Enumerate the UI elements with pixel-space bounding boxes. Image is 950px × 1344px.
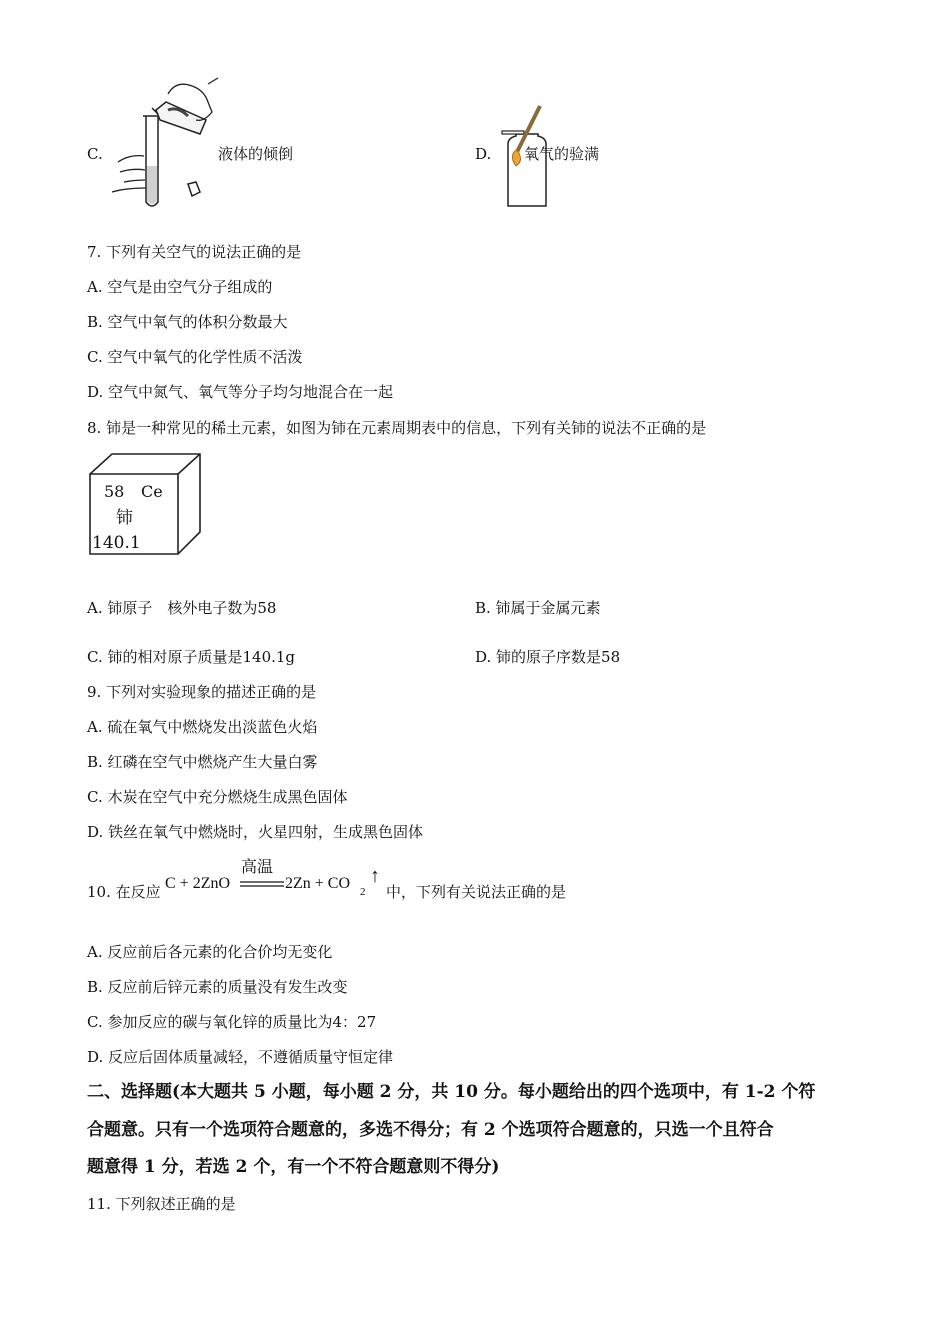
q10-option-c: C. 参加反应的碳与氧化锌的质量比为4：27 [87, 1013, 377, 1031]
equation-equals-sign [240, 881, 284, 887]
q6-d-label: D. [475, 145, 492, 163]
equation-subscript: 2 [360, 886, 366, 898]
q10-option-d: D. 反应后固体质量减轻，不遵循质量守恒定律 [87, 1048, 394, 1066]
q7-option-d: D. 空气中氮气、氧气等分子均匀地混合在一起 [87, 383, 394, 401]
q7-stem: 7. 下列有关空气的说法正确的是 [87, 243, 302, 261]
q6-c-label: C. [87, 145, 103, 163]
q8-option-b: B. 铈属于金属元素 [475, 599, 601, 617]
q8-stem: 8. 铈是一种常见的稀土元素，如图为铈在元素周期表中的信息，下列有关铈的说法不正确的是 [87, 419, 707, 437]
q9-stem: 9. 下列对实验现象的描述正确的是 [87, 683, 317, 701]
element-atomic-number: 58 [104, 482, 125, 501]
q6-c-caption: 液体的倾倒 [218, 145, 294, 163]
q8-option-d: D. 铈的原子序数是58 [475, 648, 621, 666]
q8-option-c: C. 铈的相对原子质量是140.1g [87, 648, 296, 666]
section2-line-1: 二、选择题(本大题共 5 小题，每小题 2 分，共 10 分。每小题给出的四个选项中，有 1-2 个符 [87, 1082, 816, 1102]
equation-left: C + 2ZnO [165, 875, 231, 892]
q9-option-c: C. 木炭在空气中充分燃烧生成黑色固体 [87, 788, 348, 806]
gas-arrow-icon: ↑ [370, 865, 380, 887]
q7-option-a: A. 空气是由空气分子组成的 [87, 278, 273, 296]
q11-stem: 11. 下列叙述正确的是 [87, 1195, 236, 1213]
q10-stem-prefix: 10. 在反应 [87, 883, 161, 901]
element-name: 铈 [116, 508, 133, 528]
q7-option-b: B. 空气中氧气的体积分数最大 [87, 313, 288, 331]
q6-d-caption: 氧气的验满 [524, 145, 600, 163]
section2-line-2: 合题意。只有一个选项符合题意的，多选不得分；有 2 个选项符合题意的，只选一个且符合 [87, 1120, 774, 1140]
liquid-pouring-illustration [108, 76, 220, 212]
element-symbol: Ce [141, 482, 163, 501]
q9-option-b: B. 红磷在空气中燃烧产生大量白雾 [87, 753, 318, 771]
q9-option-a: A. 硫在氧气中燃烧发出淡蓝色火焰 [87, 718, 318, 736]
section2-line-3: 题意得 1 分，若选 2 个，有一个不符合题意则不得分) [87, 1157, 500, 1177]
equation-right: 2Zn + CO [285, 875, 351, 892]
q7-option-c: C. 空气中氧气的化学性质不活泼 [87, 348, 303, 366]
q10-option-b: B. 反应前后锌元素的质量没有发生改变 [87, 978, 348, 996]
q10-stem-suffix: 中，下列有关说法正确的是 [386, 883, 567, 901]
q9-option-d: D. 铁丝在氧气中燃烧时，火星四射，生成黑色固体 [87, 823, 424, 841]
q8-option-a: A. 铈原子 核外电子数为58 [87, 599, 277, 617]
element-atomic-mass: 140.1 [92, 533, 141, 553]
q10-option-a: A. 反应前后各元素的化合价均无变化 [87, 943, 333, 961]
equation-condition: 高温 [241, 857, 274, 876]
